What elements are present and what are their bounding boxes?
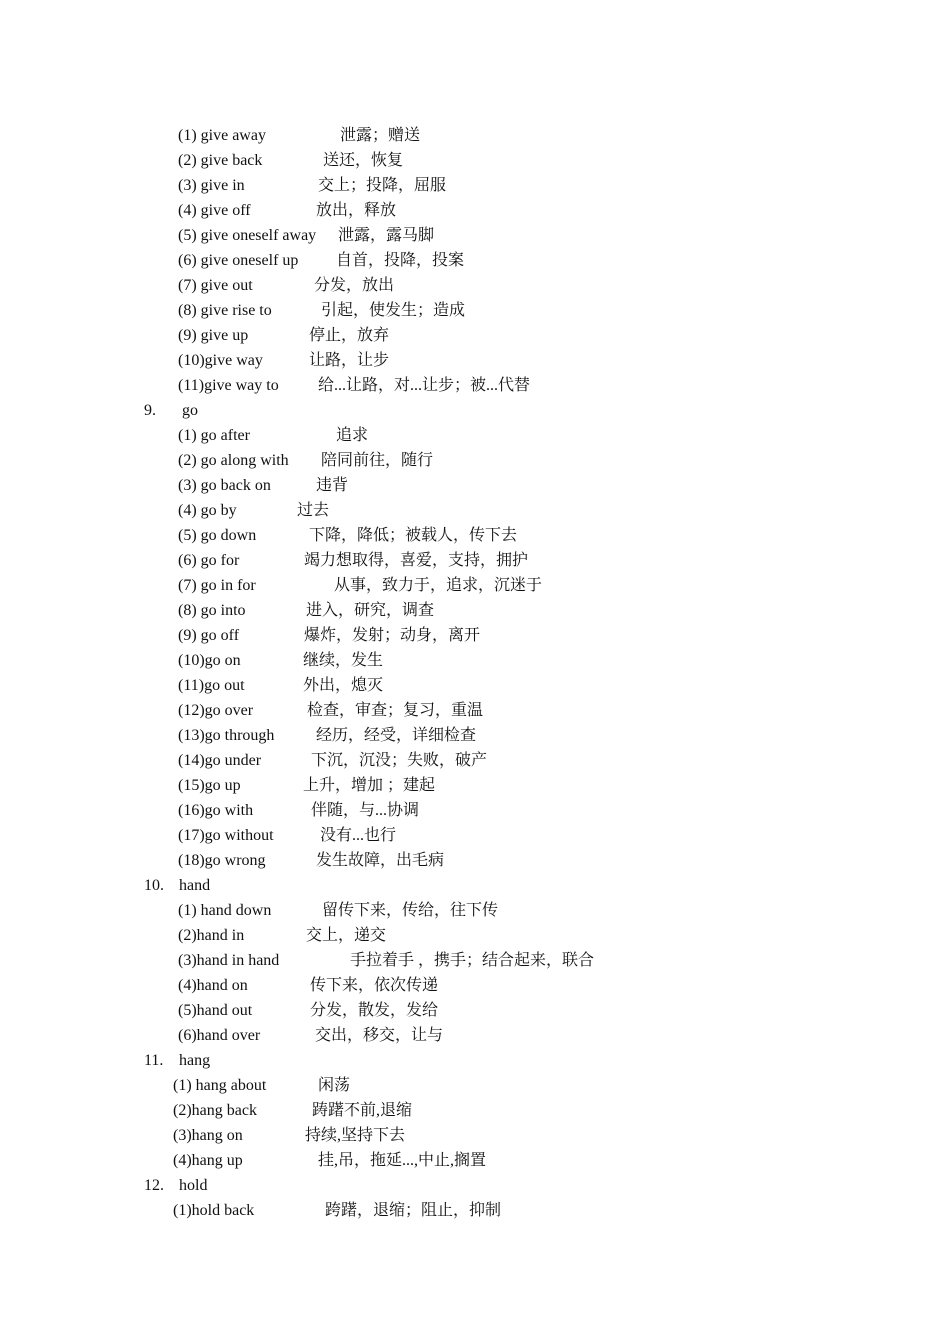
phrase: (18)go wrong (178, 852, 266, 869)
section-number: 12. (144, 1177, 164, 1194)
meaning: 追求 (336, 427, 369, 444)
phrase: (3) give in (178, 177, 245, 194)
meaning: 手拉着手 ，携手；结合起来，联合 (350, 952, 595, 969)
meaning: 挂,吊，拖延...,中止,搁置 (318, 1152, 487, 1169)
phrase: (4) go by (178, 502, 237, 519)
phrase: (6) give oneself up (178, 252, 299, 269)
phrase: (1) hang about (173, 1077, 267, 1094)
phrase: (12)go over (178, 702, 254, 719)
meaning: 爆炸，发射；动身，离开 (304, 627, 481, 644)
phrase: (4)hang up (173, 1152, 243, 1169)
meaning: 留传下来，传给，往下传 (322, 902, 499, 919)
meaning: 上升，增加 ；建起 (303, 777, 436, 794)
meaning: 让路，让步 (309, 352, 390, 369)
meaning: 继续，发生 (303, 652, 384, 669)
phrase: (3)hang on (173, 1127, 243, 1144)
meaning: 传下来，依次传递 (310, 977, 439, 994)
meaning: 引起，使发生；造成 (321, 302, 466, 319)
meaning: 没有...也行 (320, 827, 397, 844)
phrase: (11)go out (178, 677, 245, 694)
meaning: 进入，研究，调查 (306, 602, 435, 619)
phrase: (14)go under (178, 752, 262, 769)
meaning: 竭力想取得，喜爱，支持，拥护 (304, 552, 529, 569)
section-word: hold (179, 1177, 208, 1194)
section-number: 10. (144, 877, 164, 894)
meaning: 检查，审查；复习，重温 (307, 702, 484, 719)
meaning: 停止，放弃 (309, 327, 390, 344)
section-word: hand (179, 877, 211, 894)
phrase: (5)hand out (178, 1002, 253, 1019)
meaning: 下降，降低；被载人，传下去 (309, 527, 518, 544)
phrase: (5) go down (178, 527, 257, 544)
meaning: 闲荡 (318, 1077, 351, 1094)
phrase: (2) give back (178, 152, 263, 169)
phrase: (9) go off (178, 627, 240, 644)
meaning: 泄露，露马脚 (338, 227, 435, 244)
phrase: (17)go without (178, 827, 274, 844)
section-word: hang (179, 1052, 211, 1069)
phrase: (10)give way (178, 352, 263, 369)
meaning: 分发，散发，发给 (310, 1002, 439, 1019)
meaning: 自首，投降，投案 (336, 252, 465, 269)
phrase: (1) go after (178, 427, 250, 444)
phrase: (3) go back on (178, 477, 271, 494)
meaning: 交上，递交 (306, 927, 387, 944)
phrase: (11)give way to (178, 377, 279, 394)
meaning: 给...让路，对...让步；被...代替 (318, 377, 531, 394)
phrase: (7) give out (178, 277, 253, 294)
phrase: (10)go on (178, 652, 241, 669)
meaning: 经历，经受，详细检查 (316, 727, 477, 744)
phrase: (8) give rise to (178, 302, 272, 319)
phrase: (2)hang back (173, 1102, 257, 1119)
phrase: (6) go for (178, 552, 240, 569)
phrase: (4)hand on (178, 977, 248, 994)
phrase: (5) give oneself away (178, 227, 317, 244)
meaning: 放出，释放 (316, 202, 397, 219)
meaning: 违背 (316, 477, 349, 494)
meaning: 发生故障，出毛病 (316, 852, 445, 869)
meaning: 外出，熄灭 (303, 677, 384, 694)
meaning: 分发，放出 (314, 277, 395, 294)
phrase: (6)hand over (178, 1027, 261, 1044)
phrase: (2) go along with (178, 452, 289, 469)
phrase: (8) go into (178, 602, 246, 619)
meaning: 持续,坚持下去 (305, 1127, 406, 1144)
meaning: 泄露；赠送 (340, 127, 421, 144)
meaning: 陪同前往，随行 (321, 452, 434, 469)
phrase: (3)hand in hand (178, 952, 280, 969)
meaning: 踌躇不前,退缩 (312, 1102, 413, 1119)
meaning: 从事，致力于，追求，沉迷于 (334, 577, 543, 594)
phrase: (7) go in for (178, 577, 256, 594)
phrase: (4) give off (178, 202, 251, 219)
meaning: 伴随，与...协调 (311, 802, 420, 819)
phrase: (15)go up (178, 777, 241, 794)
phrase: (1) give away (178, 127, 266, 144)
meaning: 跨躇，退缩；阻止，抑制 (325, 1202, 502, 1219)
section-word: go (182, 402, 198, 419)
phrase: (9) give up (178, 327, 249, 344)
meaning: 交上；投降，屈服 (318, 177, 447, 194)
meaning: 下沉，沉没；失败，破产 (311, 752, 488, 769)
phrase: (16)go with (178, 802, 254, 819)
section-number: 11. (144, 1052, 164, 1069)
phrase: (1) hand down (178, 902, 272, 919)
section-number: 9. (144, 402, 156, 419)
meaning: 过去 (297, 502, 330, 519)
phrase: (2)hand in (178, 927, 245, 944)
phrase: (13)go through (178, 727, 275, 744)
meaning: 交出，移交，让与 (315, 1027, 444, 1044)
phrase: (1)hold back (173, 1202, 255, 1219)
meaning: 送还，恢复 (323, 152, 404, 169)
